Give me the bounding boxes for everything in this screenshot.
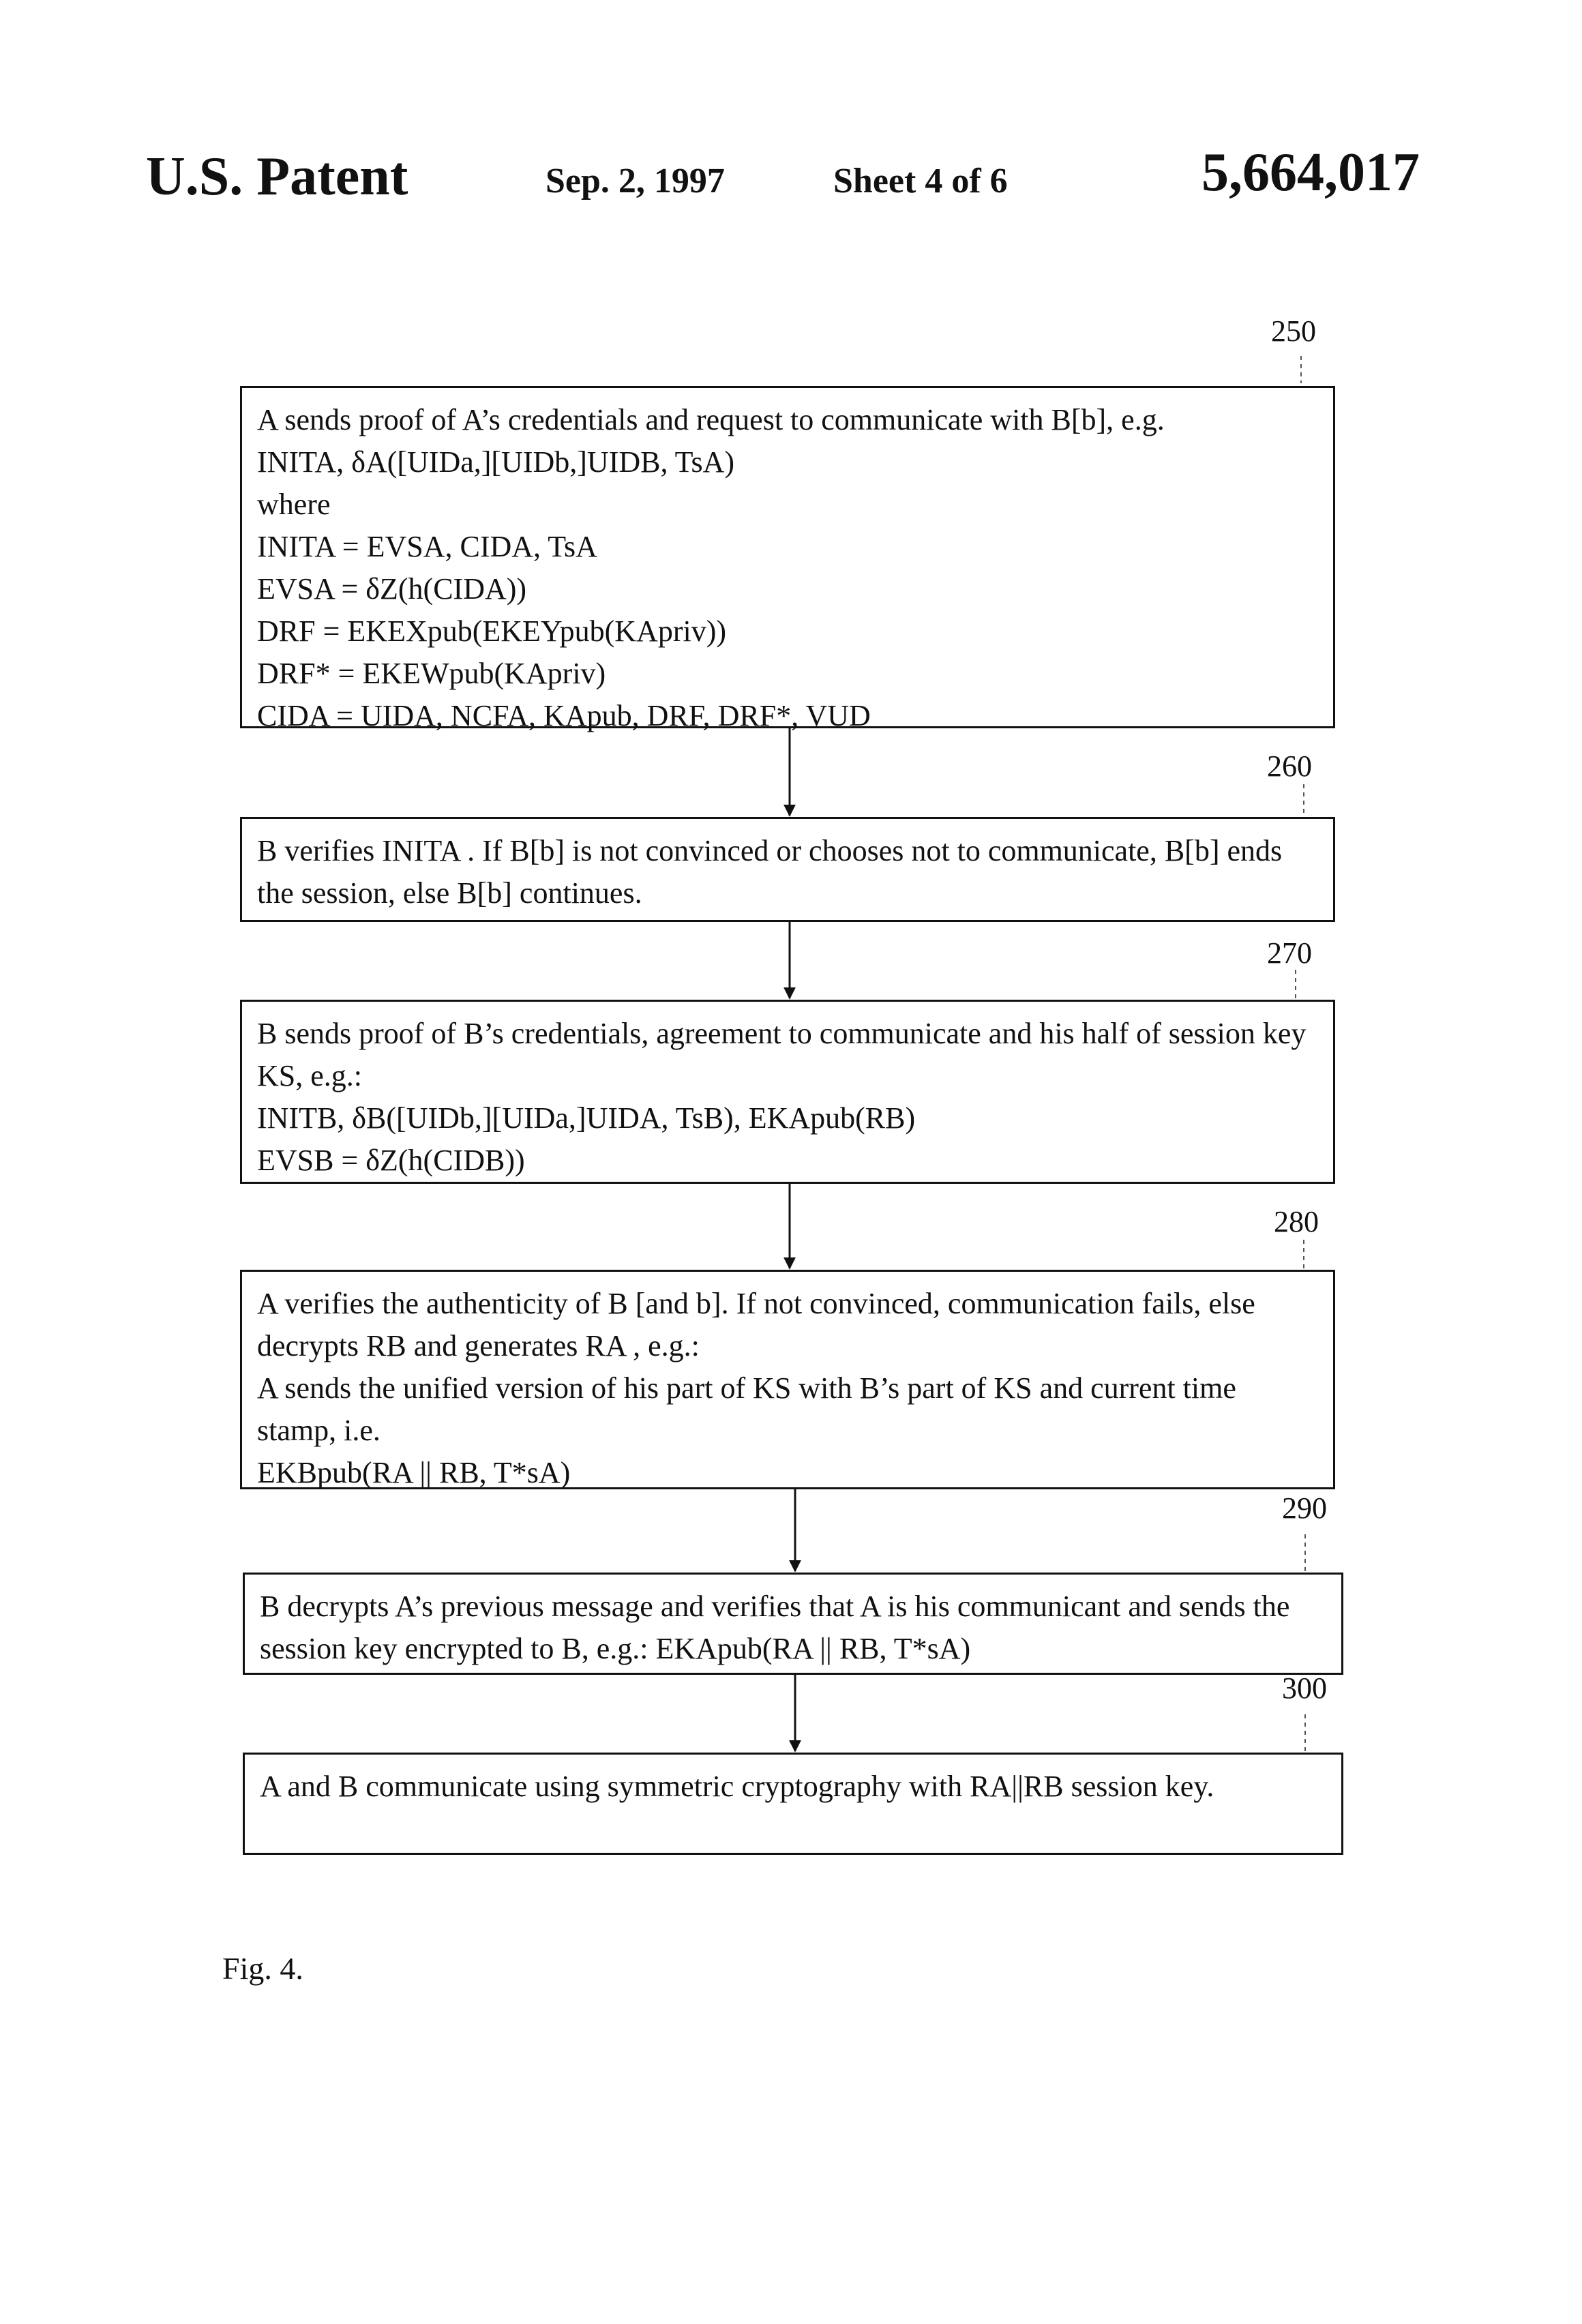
step-250-line-5: EVSA = δZ(h(CIDA)) xyxy=(257,572,527,606)
ref-270: 270 xyxy=(1267,936,1312,970)
ref-260: 260 xyxy=(1267,749,1312,783)
step-280-box xyxy=(240,1270,1335,1489)
figure-label: Fig. 4. xyxy=(222,1951,303,1986)
step-250-line-7: DRF* = EKEWpub(KApriv) xyxy=(257,657,606,690)
step-250-line-6: DRF = EKEXpub(EKEYpub(KApriv)) xyxy=(257,614,727,648)
ref-250: 250 xyxy=(1271,314,1316,348)
step-250-line-4: INITA = EVSA, CIDA, TsA xyxy=(257,530,597,563)
step-280-line-2: A sends the unified version of his part of KS with B’s part of KS and current time stamp, i.e. xyxy=(257,1371,1236,1447)
ref-280: 280 xyxy=(1274,1205,1319,1238)
step-300-box xyxy=(243,1753,1343,1855)
patent-title: U.S. Patent xyxy=(146,147,408,207)
step-250-box xyxy=(240,386,1335,732)
step-270-box xyxy=(240,1000,1335,1184)
ref-290: 290 xyxy=(1282,1491,1327,1525)
step-300-text: A and B communicate using symmetric cryptography with RA||RB session key. xyxy=(260,1770,1214,1803)
step-250-line-3: where xyxy=(257,488,331,521)
step-290-text: B decrypts A’s previous message and verifies that A is his communicant and sends the session key encrypted to B, e.g.: EKApub(RA || RB, T*sA) xyxy=(260,1590,1290,1665)
step-260-box xyxy=(240,817,1335,922)
step-260-text: B verifies INITA . If B[b] is not convinced or chooses not to communicate, B[b] ends the session, else B[b] continues. xyxy=(257,834,1283,910)
step-270-line-1: B sends proof of B’s credentials, agreement to communicate and his half of session key KS, e.g.: xyxy=(257,1017,1307,1092)
step-270-line-2: INITB, δB([UIDb,][UIDa,]UIDA, TsB), EKApub(RB) xyxy=(257,1101,916,1135)
patent-number: 5,664,017 xyxy=(1202,143,1420,203)
step-270-line-3: EVSB = δZ(h(CIDB)) xyxy=(257,1144,525,1177)
step-280-line-1: A verifies the authenticity of B [and b]. If not convinced, communication fails, else decrypts RB and generates RA , e.g.: xyxy=(257,1287,1255,1362)
patent-date: Sep. 2, 1997 xyxy=(546,162,725,200)
step-280-line-3: EKBpub(RA || RB, T*sA) xyxy=(257,1456,571,1489)
ref-300: 300 xyxy=(1282,1671,1327,1705)
step-250-line-1: A sends proof of A’s credentials and request to communicate with B[b], e.g. xyxy=(257,403,1165,436)
step-250-line-2: INITA, δA([UIDa,][UIDb,]UIDB, TsA) xyxy=(257,445,735,479)
sheet-number: Sheet 4 of 6 xyxy=(833,162,1008,200)
step-290-box xyxy=(243,1573,1343,1675)
step-250-line-8: CIDA = UIDA, NCFA, KApub, DRF, DRF*, VUD xyxy=(257,699,871,732)
